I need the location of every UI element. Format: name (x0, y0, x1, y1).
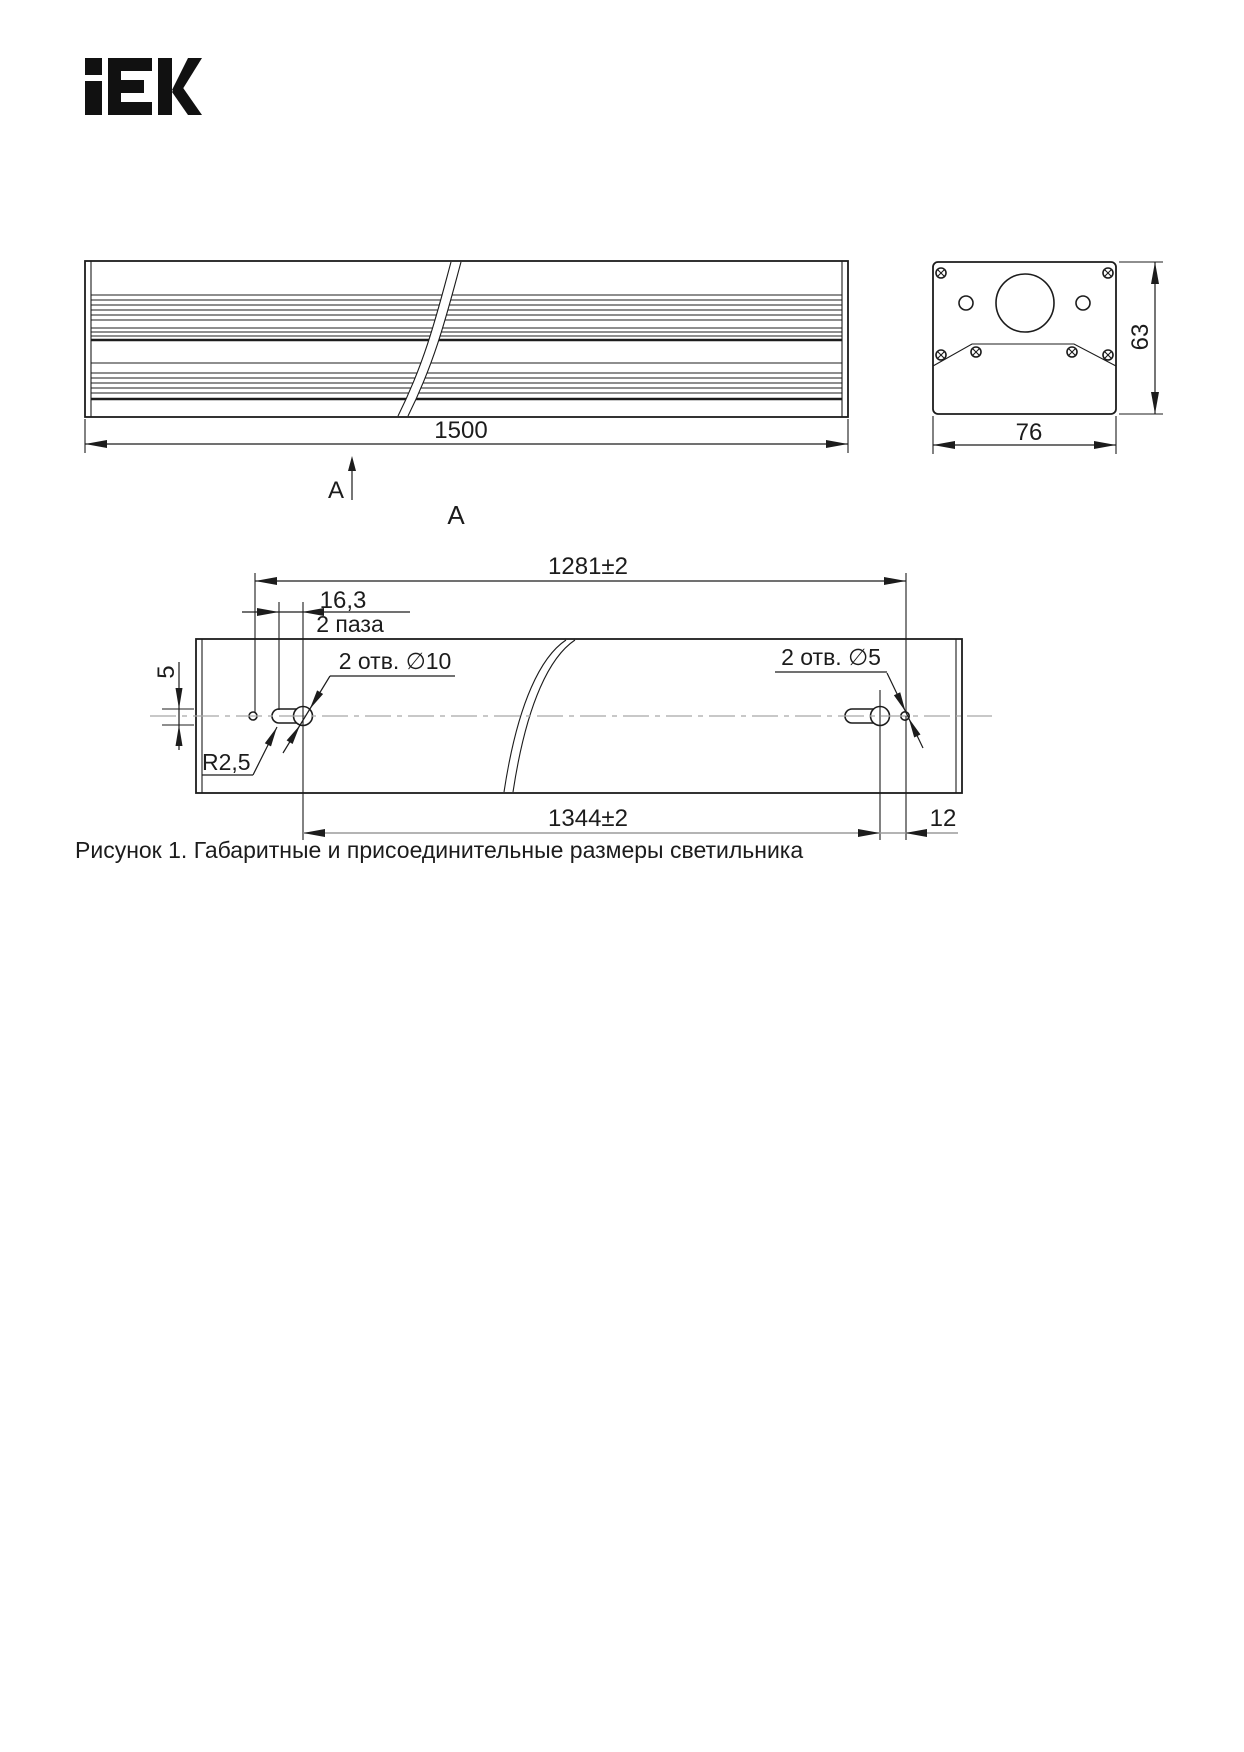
section-cut-label: А (327, 477, 345, 504)
small-holes-note: 2 отв. ∅5 (781, 644, 881, 670)
dim-1344: 1344±2 (548, 805, 628, 832)
side-hole (959, 296, 973, 310)
end-view (933, 262, 1116, 414)
big-holes-note: 2 отв. ∅10 (338, 648, 452, 674)
dim-16-3: 16,3 (319, 587, 367, 614)
side-hole (1076, 296, 1090, 310)
iek-logo (85, 58, 202, 115)
screw-icon (1103, 268, 1113, 278)
dim-1500: 1500 (434, 417, 488, 444)
front-view-dimension-1500 (85, 417, 848, 453)
figure-caption: Рисунок 1. Габаритные и присоединительные размеры светильника (75, 837, 804, 863)
bracket-line (933, 344, 1116, 366)
dim-12: 12 (929, 805, 957, 832)
slot-count-note: 2 паза (316, 611, 384, 637)
dim-5: 5 (153, 665, 180, 679)
section-view-title: А (447, 500, 465, 530)
screw-icon (971, 347, 981, 357)
screw-icon (936, 350, 946, 360)
cable-entry-hole (996, 274, 1054, 332)
screw-icon (1067, 347, 1077, 357)
dim-76: 76 (1015, 419, 1043, 446)
section-cut-arrow (328, 456, 356, 504)
section-view-dimensions (153, 553, 958, 840)
radius-note: R2,5 (202, 749, 251, 775)
screw-icon (1103, 350, 1113, 360)
dim-1281: 1281±2 (548, 553, 628, 580)
screw-icon (936, 268, 946, 278)
front-view (85, 261, 848, 417)
dim-63: 63 (1127, 323, 1154, 351)
